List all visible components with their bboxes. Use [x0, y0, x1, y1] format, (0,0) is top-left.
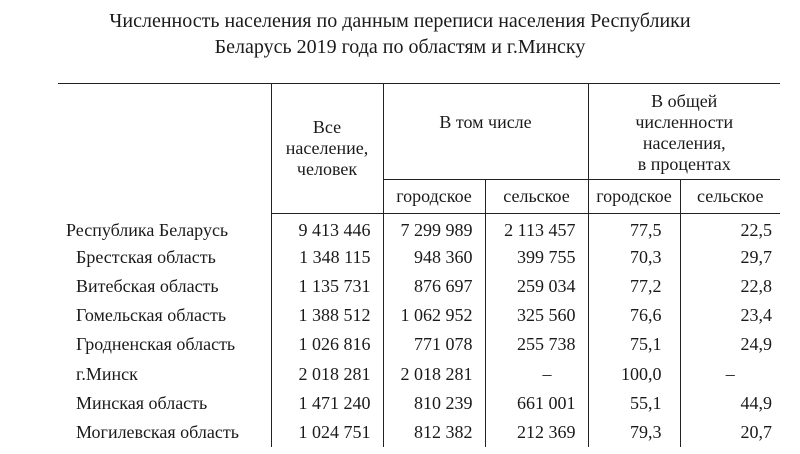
rural-population-cell: 212 369	[485, 418, 588, 447]
rural-percent-cell: 24,9	[680, 330, 780, 359]
urban-percent-cell: 79,3	[588, 418, 680, 447]
region-name-cell: Брестская область	[76, 246, 216, 267]
urban-population-cell: 812 382	[383, 418, 485, 447]
table-row	[58, 272, 780, 301]
total-population-cell: 9 413 446	[271, 214, 383, 243]
urban-population-cell: 1 062 952	[383, 301, 485, 330]
table-row	[58, 389, 780, 418]
rural-percent-cell: 22,5	[680, 214, 780, 243]
all-population-line-3: человек	[296, 159, 358, 179]
urban-percent-cell: 100,0	[588, 359, 680, 388]
rural-header: сельское	[485, 180, 588, 214]
region-name-cell: Минская область	[76, 392, 208, 413]
title-line-1: Численность населения по данным переписи населения Республики	[109, 10, 691, 32]
total-population-cell: 1 348 115	[271, 243, 383, 272]
title-line-2: Беларусь 2019 года по областям и г.Минску	[214, 36, 586, 58]
region-header-cell	[58, 84, 271, 214]
total-population-cell: 1 024 751	[271, 418, 383, 447]
urban-population-cell: 2 018 281	[383, 359, 485, 388]
total-population-cell: 2 018 281	[271, 359, 383, 388]
region-name-cell: г.Минск	[76, 363, 138, 384]
rural-percent-header: сельское	[680, 180, 780, 214]
urban-percent-cell: 77,2	[588, 272, 680, 301]
rural-percent-cell: –	[680, 359, 780, 388]
rural-population-cell: 399 755	[485, 243, 588, 272]
total-population-cell: 1 388 512	[271, 301, 383, 330]
urban-population-cell: 948 360	[383, 243, 485, 272]
rural-percent-cell: 44,9	[680, 389, 780, 418]
urban-population-cell: 876 697	[383, 272, 485, 301]
percent-group-header	[588, 84, 780, 180]
rural-population-cell: 259 034	[485, 272, 588, 301]
region-name-cell: Гродненская область	[76, 334, 236, 355]
all-population-line-1: Все	[312, 117, 342, 137]
all-population-header	[271, 84, 383, 214]
table-body	[58, 214, 780, 448]
urban-percent-cell: 76,6	[588, 301, 680, 330]
region-name-cell: Витебская область	[76, 275, 219, 296]
percent-header-line-3: населения,	[642, 132, 726, 153]
including-header: В том числе	[383, 84, 588, 180]
urban-percent-header: городское	[588, 180, 680, 214]
rural-population-cell: –	[485, 359, 588, 388]
table-row	[58, 214, 780, 243]
all-population-line-2: население,	[285, 138, 369, 158]
page-title	[0, 8, 800, 60]
rural-percent-cell: 23,4	[680, 301, 780, 330]
urban-population-cell: 771 078	[383, 330, 485, 359]
total-population-cell: 1 135 731	[271, 272, 383, 301]
urban-population-cell: 7 299 989	[383, 214, 485, 243]
region-name-cell: Республика Беларусь	[66, 219, 229, 240]
rural-percent-cell: 22,8	[680, 272, 780, 301]
rural-population-cell: 661 001	[485, 389, 588, 418]
urban-percent-cell: 77,5	[588, 214, 680, 243]
rural-population-cell: 325 560	[485, 301, 588, 330]
table-row	[58, 359, 780, 388]
population-table	[58, 83, 780, 447]
urban-percent-cell: 55,1	[588, 389, 680, 418]
percent-header-line-1: В общей	[651, 90, 718, 111]
table-row	[58, 243, 780, 272]
urban-population-cell: 810 239	[383, 389, 485, 418]
rural-population-cell: 2 113 457	[485, 214, 588, 243]
region-name-cell: Могилевская область	[76, 421, 239, 442]
rural-percent-cell: 29,7	[680, 243, 780, 272]
total-population-cell: 1 026 816	[271, 330, 383, 359]
table-header	[58, 84, 780, 214]
table-row	[58, 301, 780, 330]
total-population-cell: 1 471 240	[271, 389, 383, 418]
region-name-cell: Гомельская область	[76, 305, 227, 326]
urban-header: городское	[383, 180, 485, 214]
rural-population-cell: 255 738	[485, 330, 588, 359]
table-row	[58, 330, 780, 359]
table-row	[58, 418, 780, 447]
urban-percent-cell: 75,1	[588, 330, 680, 359]
urban-percent-cell: 70,3	[588, 243, 680, 272]
percent-header-line-2: численности	[635, 111, 734, 132]
rural-percent-cell: 20,7	[680, 418, 780, 447]
percent-header-line-4: в процентах	[637, 153, 731, 174]
